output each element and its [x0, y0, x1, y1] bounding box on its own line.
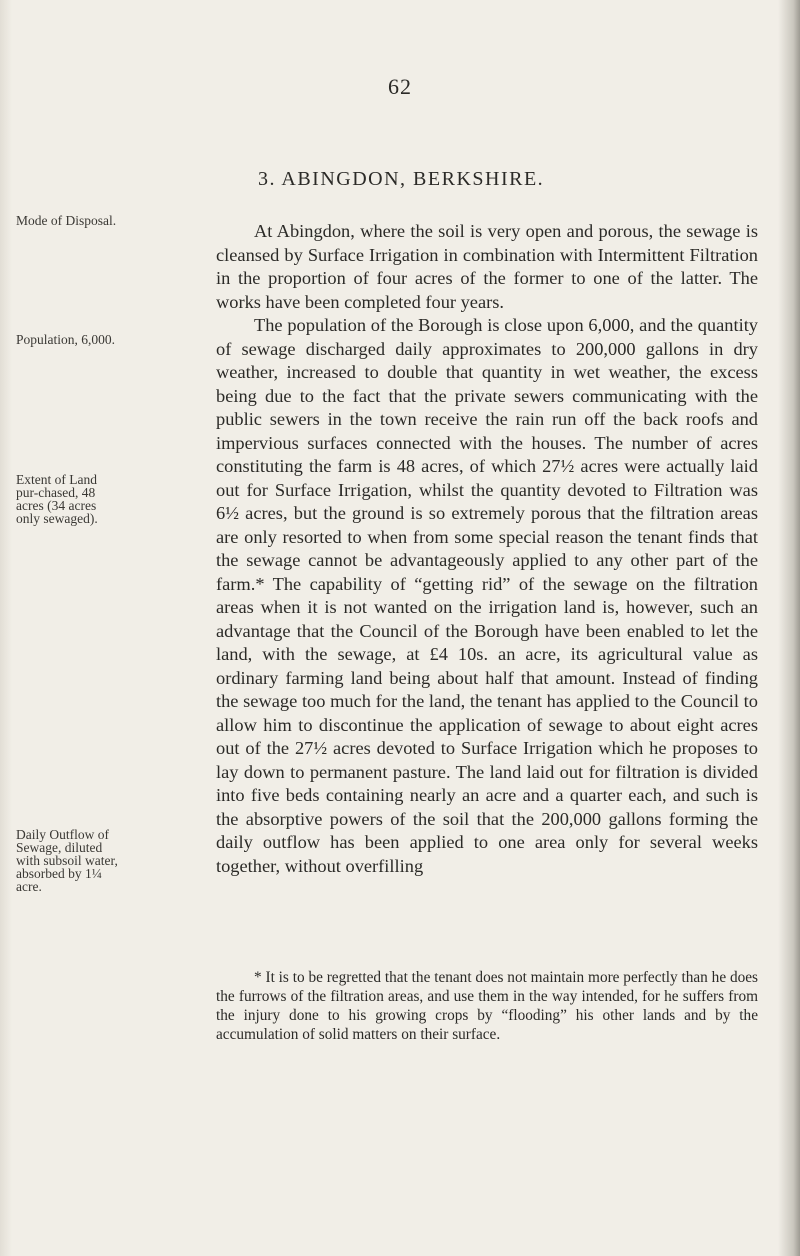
footnote: * It is to be regretted that the tenant does not maintain more perfectly than he does the furrows of the filtration areas, and use them in the way intended, for he suffers from the injury done to his growing crops by “flooding” his other lands and by the accumulation of solid matters on their surface. [216, 969, 758, 1043]
margin-note-daily-outflow: Daily Outflow of Sewage, diluted with subsoil water, absorbed by 1¼ acre. [16, 827, 118, 894]
body-text [216, 220, 758, 878]
section-heading: 3. ABINGDON, BERKSHIRE. [258, 168, 545, 190]
margin-note-population: Population, 6,000. [16, 332, 116, 347]
paragraph-population-and-land: The population of the Borough is close upon 6,000, and the quantity of sewage discharged daily approximates to 200,000 gallons in dry weather, increased to double that quantity in wet weather, the excess being due to the fact that the private sewers communicating with the public sewers in the town receive the rain run off the back roofs and impervious surfaces connected with the houses. The number of acres constituting the farm is 48 acres, of which 27½ acres were actually laid out for Surface Irrigation, whilst the quantity devoted to Filtration was 6½ acres, but the ground is so extremely porous that the filtration areas are only resorted to when from some special reason the tenant finds that the sewage cannot be advantageously applied to any other part of the farm.* The capability of “getting rid” of the sewage on the filtration areas when it is not wanted on the irrigation land is, however, such an advantage that the Council of the Borough have been enabled to let the land, with the sewage, at £4 10s. an acre, its agricultural value as ordinary farming land being about half that amount. Instead of finding the sewage too much for the land, the tenant has applied to the Council to allow him to discontinue the application of sewage to about eight acres out of the 27½ acres devoted to Surface Irrigation which he proposes to lay down to permanent pasture. The land laid out for filtration is divided into five beds containing nearly an acre and a quarter each, and such is the absorptive powers of the soil that the 200,000 gallons forming the daily outflow has been applied to one area only for several weeks together, without overfilling [216, 315, 758, 876]
margin-note-mode-of-disposal: Mode of Disposal. [16, 213, 117, 228]
page-number: 62 [388, 74, 412, 99]
paragraph-mode-of-disposal: At Abingdon, where the soil is very open and porous, the sewage is cleansed by Surface Irrigation in combination with Intermittent Filtration in the proportion of four acres of the former to one of the latter. The works have been completed four years. [216, 221, 758, 312]
margin-note-extent-of-land: Extent of Land pur-chased, 48 acres (34 acres only sewaged). [16, 472, 98, 526]
page-edge-shade [778, 0, 800, 1256]
page-gutter-shade [0, 0, 12, 1256]
